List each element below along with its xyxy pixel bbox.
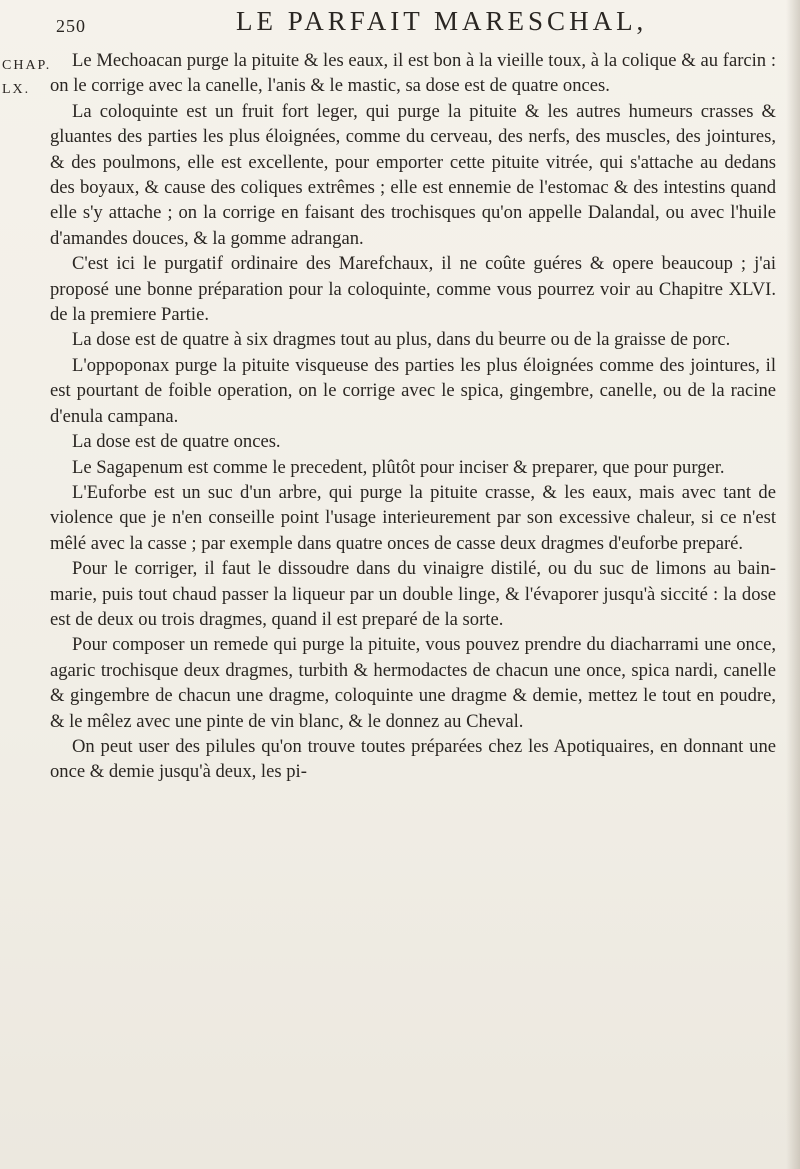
margin-chapter-number: LX. (2, 82, 31, 97)
margin-chapter-label: CHAP. (2, 58, 52, 73)
body-text (50, 48, 776, 785)
running-title: LE PARFAIT MARESCHAL, (236, 6, 648, 36)
page-edge-shadow (786, 0, 800, 1169)
paragraph-corriger: Pour le corriger, il faut le dissoudre dans du vinaigre distilé, ou du suc de limons au bain-marie, puis tout chaud passer la liqueur par un double linge, & l'évaporer jusqu'à siccité : la dose est de deux ou trois dragmes, quand il est preparé de la sorte. (50, 558, 776, 630)
paragraph-pilules: On peut user des pilules qu'on trouve toutes préparées chez les Apotiquaires, en donnant une once & demie jusqu'à deux, les pi- (50, 735, 776, 783)
paragraph-coloquinte: La coloquinte est un fruit fort leger, qui purge la pituite & les autres humeurs crasses & gluantes des parties les plus éloignées, comme du cerveau, des nerfs, des muscles, des jointures, & des poulmons, elle est excellente, pour emporter cette pituite vitrée, qui s'attache au dedans des boyaux, & cause des coliques extrêmes ; elle est ennemie de l'estomac & des intestins quand elle s'y attache ; on la corrige en faisant des trochisques qu'on appelle Dalandal, ou avec l'huile d'amandes douces, & la gomme adrangan. (50, 100, 776, 249)
chapter-margin-note (2, 54, 52, 102)
page-header (38, 6, 778, 36)
paragraph-oppoponax: L'oppoponax purge la pituite visqueuse des parties les plus éloignées comme des jointures, il est pourtant de foible operation, on le corrige avec le spica, gingembre, canelle, ou de la racine d'enula campana. (50, 354, 776, 427)
page-number: 250 (56, 16, 86, 36)
paragraph-purgatif: C'est ici le purgatif ordinaire des Marefchaux, il ne coûte guéres & opere beaucoup ; j'ai proposé une bonne préparation pour la coloquinte, comme vous pourrez voir au Chapitre XLVI. de la premiere Partie. (50, 253, 776, 326)
paragraph-dose-coloquinte: La dose est de quatre à six dragmes tout au plus, dans du beurre ou de la graisse de porc. (72, 329, 731, 351)
paragraph-dose-oppoponax: La dose est de quatre onces. (72, 431, 281, 453)
paragraph-euforbe: L'Euforbe est un suc d'un arbre, qui purge la pituite crasse, & les eaux, mais avec tant de violence que je n'en conseille point l'usage interieurement par son excessive chaleur, si ce n'est mêlé avec la casse ; par exemple dans quatre onces de casse deux dragmes d'euforbe preparé. (50, 481, 776, 554)
paragraph-mechoacan: Le Mechoacan purge la pituite & les eaux, il est bon à la vieille toux, à la colique & au farcin : on le corrige avec la canelle, l'anis & le mastic, sa dose est de quatre onces. (50, 50, 776, 97)
paragraph-remede: Pour composer un remede qui purge la pituite, vous pouvez prendre du diacharrami une once, agaric trochisque deux dragmes, turbith & hermodactes de chacun une once, spica nardi, canelle & gingembre de chacun une dragme, coloquinte une dragme & demie, mettez le tout en poudre, & le mêlez avec une pinte de vin blanc, & le donnez au Cheval. (50, 634, 776, 732)
paragraph-sagapenum: Le Sagapenum est comme le precedent, plûtôt pour inciser & preparer, que pour purger. (72, 456, 725, 478)
